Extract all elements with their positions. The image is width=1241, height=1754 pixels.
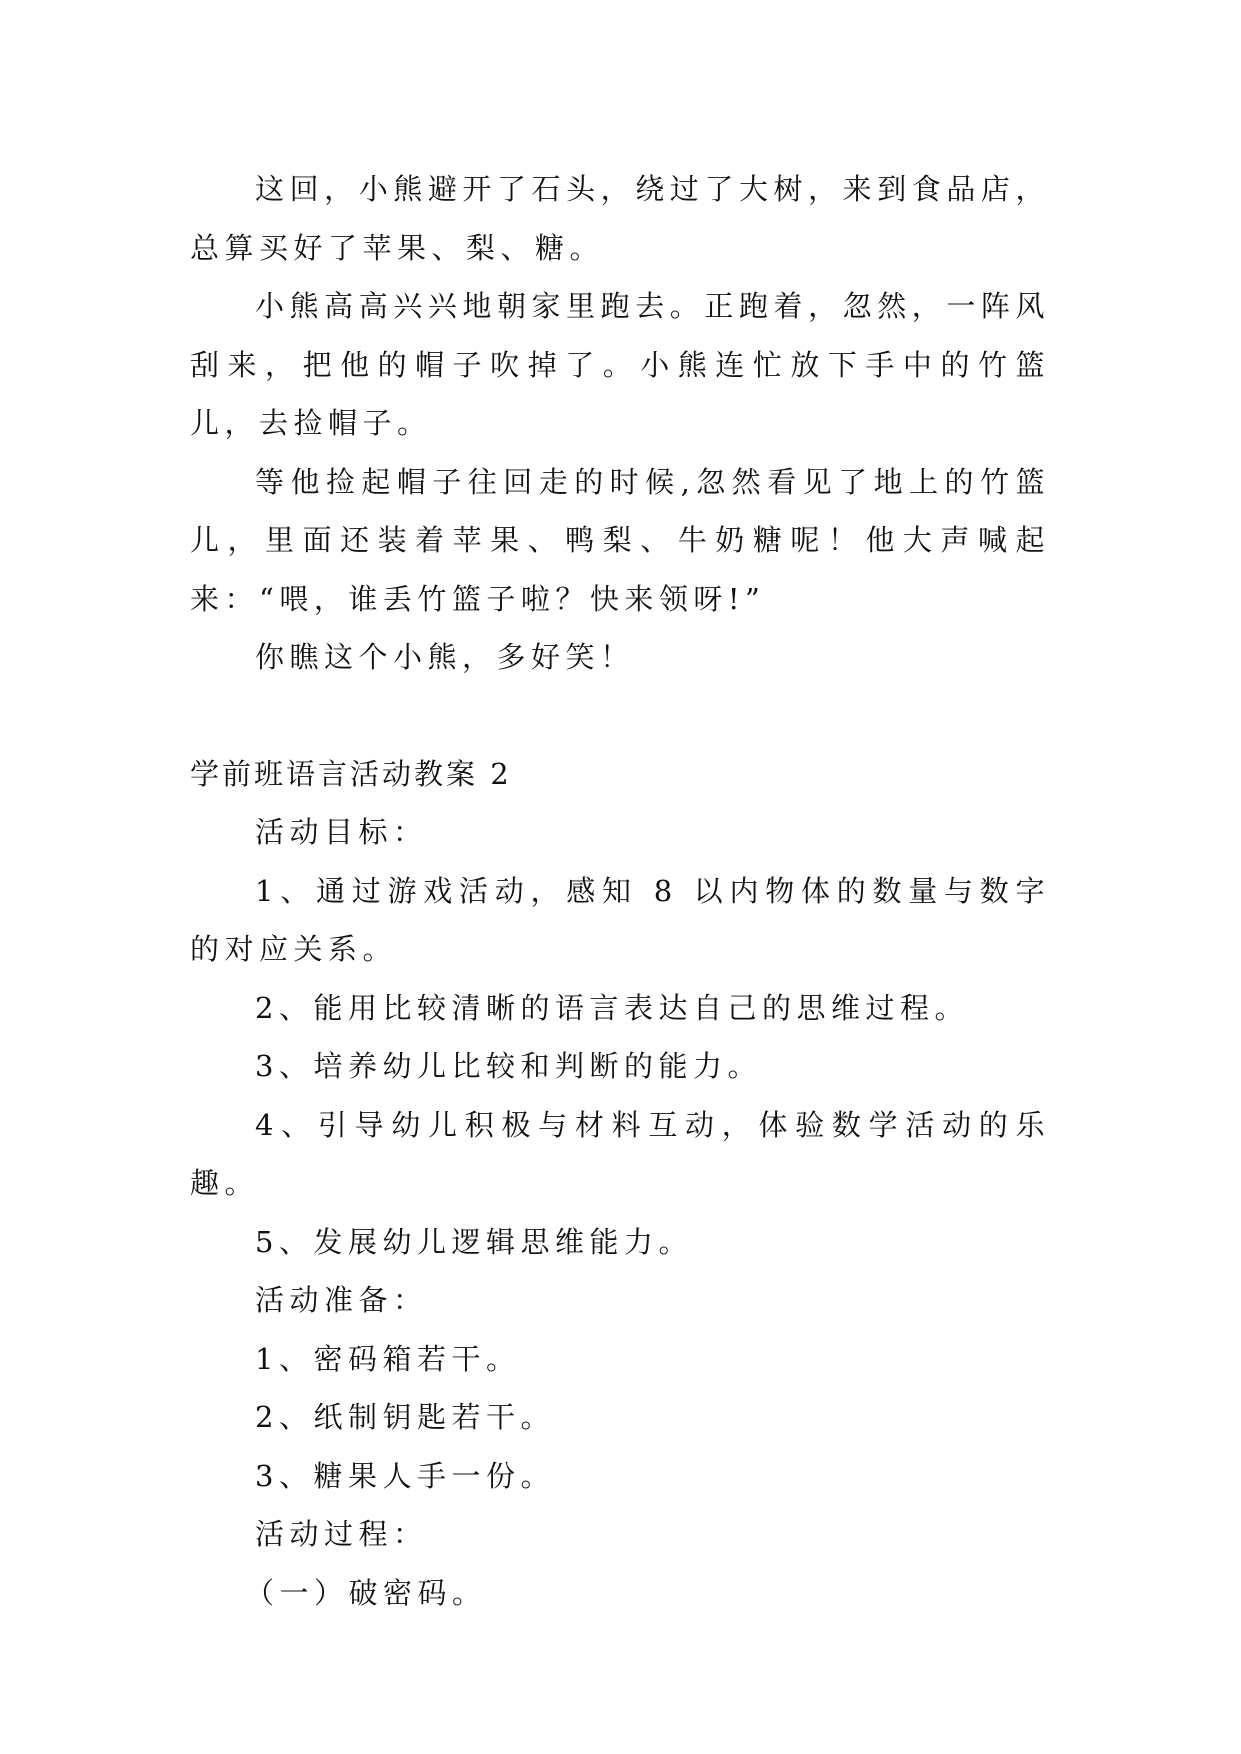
story-paragraph-3: 等他捡起帽子往回走的时候,忽然看见了地上的竹篮儿，里面还装着苹果、鸭梨、牛奶糖呢！他大声喊起来：“喂，谁丢竹篮子啦？快来领呀!”: [190, 464, 1050, 616]
prep-item-3: 3、糖果人手一份。: [255, 1458, 555, 1493]
process-heading: 活动过程：: [255, 1517, 428, 1551]
goal-item-4: 4、引导幼儿积极与材料互动，体验数学活动的乐趣。: [190, 1107, 1050, 1200]
goal-item-1: 1、通过游戏活动，感知 8 以内物体的数量与数字的对应关系。: [190, 873, 1050, 966]
prep-heading: 活动准备：: [255, 1283, 428, 1317]
goals-heading: 活动目标：: [255, 815, 428, 849]
goal-item-5: 5、发展幼儿逻辑思维能力。: [255, 1224, 693, 1259]
story-paragraph-2: 小熊高高兴兴地朝家里跑去。正跑着，忽然，一阵风刮来，把他的帽子吹掉了。小熊连忙放下手中的竹篮儿，去捡帽子。: [190, 289, 1050, 440]
prep-item-1: 1、密码箱若干。: [255, 1341, 521, 1376]
section-gap: [190, 687, 1050, 745]
lesson-title: 学前班语言活动教案 2: [190, 756, 512, 791]
story-paragraph-4: 你瞧这个小熊，多好笑！: [255, 640, 635, 674]
goal-item-3: 3、培养幼儿比较和判断的能力。: [255, 1049, 762, 1083]
document-body: [190, 160, 1050, 1622]
process-step-1: （一）破密码。: [245, 1575, 487, 1610]
prep-item-2: 2、纸制钥匙若干。: [255, 1400, 555, 1434]
goal-item-2: 2、能用比较清晰的语言表达自己的思维过程。: [255, 990, 969, 1025]
story-paragraph-1: 这回，小熊避开了石头，绕过了大树，来到食品店，总算买好了苹果、梨、糖。: [190, 172, 1050, 265]
